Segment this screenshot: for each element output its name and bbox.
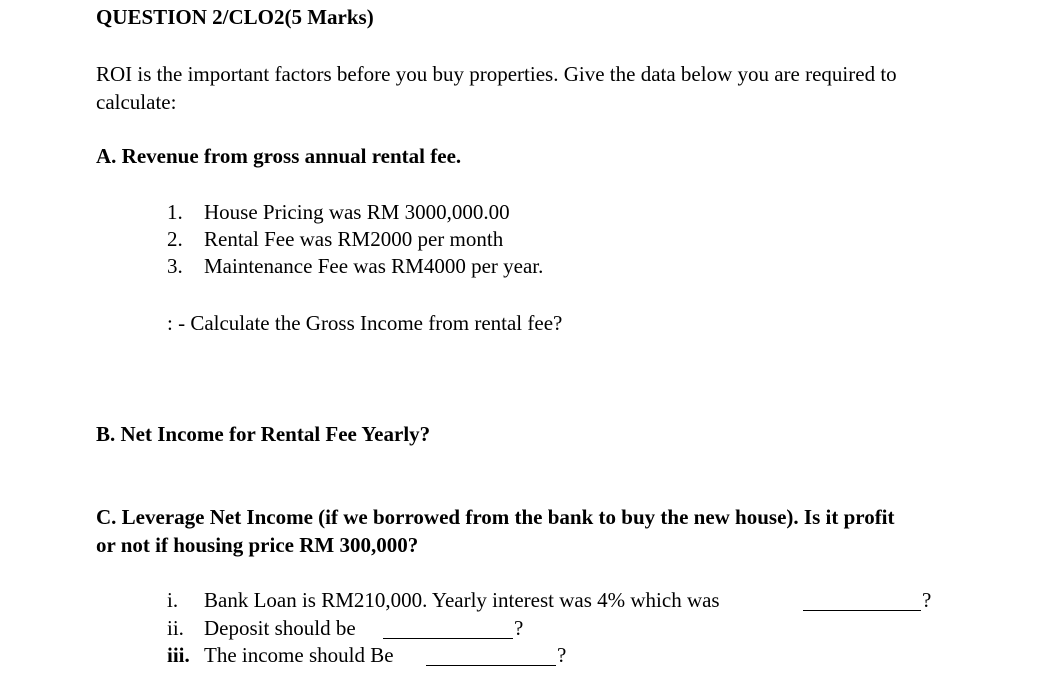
answer-blank — [803, 592, 921, 611]
list-item-text: Bank Loan is RM210,000. Yearly interest was 4% which was — [204, 588, 720, 612]
list-marker: i. — [167, 588, 179, 612]
list-item-text: Rental Fee was RM2000 per month — [204, 227, 504, 251]
intro-line-1: ROI is the important factors before you buy properties. Give the data below you are required to — [96, 62, 897, 86]
list-marker: iii. — [167, 643, 190, 667]
question-heading: QUESTION 2/CLO2(5 Marks) — [96, 5, 374, 29]
answer-blank — [383, 620, 513, 639]
list-marker: 2. — [167, 227, 183, 251]
answer-blank — [426, 647, 556, 666]
list-item-text: Deposit should be — [204, 616, 356, 640]
question-mark: ? — [514, 616, 524, 640]
list-item-text: House Pricing was RM 3000,000.00 — [204, 200, 510, 224]
list-marker: 1. — [167, 200, 183, 224]
question-mark: ? — [557, 643, 567, 667]
section-c-title-line-1: C. Leverage Net Income (if we borrowed from the bank to buy the new house). Is it profit — [96, 505, 895, 529]
intro-line-2: calculate: — [96, 90, 177, 114]
section-b-title: B. Net Income for Rental Fee Yearly? — [96, 422, 431, 446]
section-c-title-line-2: or not if housing price RM 300,000? — [96, 533, 419, 557]
question-mark: ? — [922, 588, 932, 612]
list-marker: 3. — [167, 254, 183, 278]
list-marker: ii. — [167, 616, 184, 640]
section-a-title: A. Revenue from gross annual rental fee. — [96, 144, 462, 168]
list-item-text: The income should Be — [204, 643, 394, 667]
section-a-prompt: : - Calculate the Gross Income from rental fee? — [167, 311, 563, 335]
list-item-text: Maintenance Fee was RM4000 per year. — [204, 254, 544, 278]
